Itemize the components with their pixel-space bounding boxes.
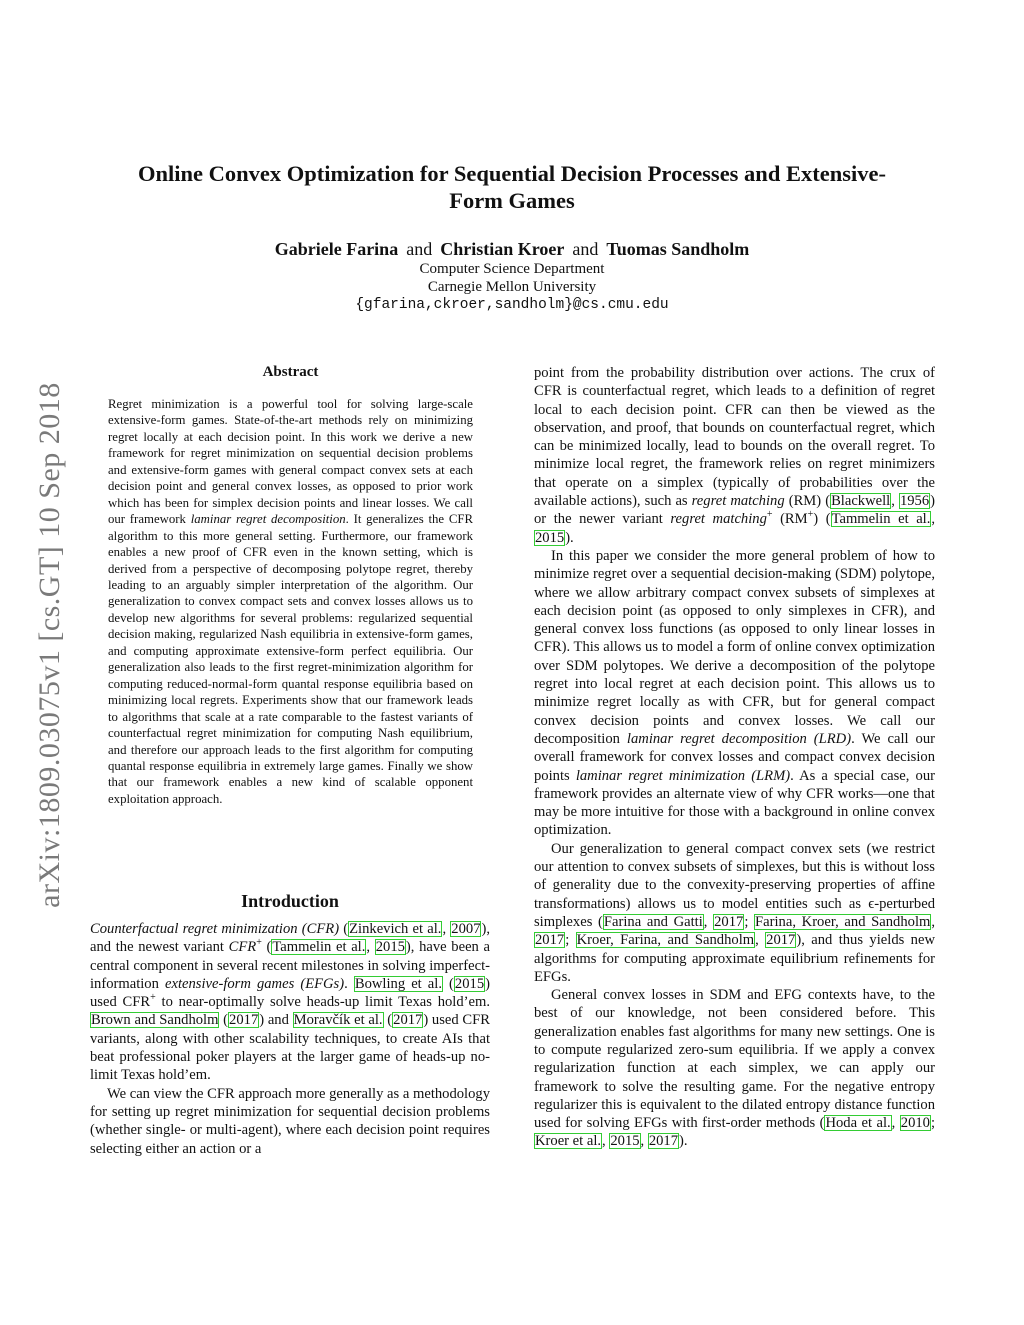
text: (RM [772, 511, 808, 528]
emphasis: Counterfactual regret minimization (CFR) [90, 921, 340, 937]
text: . We call our overall framework for convex losses and compact convex decision points [534, 730, 935, 784]
text: . As a special case, our framework provides an alternate view of why CFR works—one that may be more intuitive for those with a background in online convex optimization. [534, 767, 936, 839]
citation-link[interactable]: 2010 [900, 1115, 930, 1132]
citation-link[interactable]: Hoda et al. [825, 1115, 891, 1132]
citation-link[interactable]: 2017 [229, 1012, 259, 1029]
emphasis: extensive-form games (EFGs) [164, 975, 345, 992]
citation-link[interactable]: Tammelin et al. [831, 511, 931, 528]
citation-link[interactable]: 2017 [648, 1133, 679, 1150]
text: ) or the newer variant [534, 493, 936, 528]
author-separator: and [572, 239, 599, 259]
emphasis: regret matching [670, 511, 767, 528]
paragraph: point from the probability distribution over actions. The crux of CFR is counterfactual regret, which leads to a definition of regret local to each decision point. CFR can then be viewed as the observation, and proof, that bounds on counterfactual regret, which can be minimized locally, lead to bounds on the overall regret. To minimize local regret, the framework relies on regret minimizers that operate on a simplex (typically of probabilities over the available actions), such as regret matching (RM) (Blackwell, 1956) or the newer variant regret matching+ (RM+) (Tammelin et al., 2015). [534, 365, 936, 546]
section-heading-introduction: Introduction [241, 891, 339, 911]
emphasis: laminar regret minimization (LRM) [575, 767, 791, 784]
citation-link[interactable]: Farina, Kroer, and Sandholm [755, 913, 931, 930]
author-name: Tuomas Sandholm [606, 239, 750, 259]
text: ) and [259, 1012, 293, 1029]
paragraph: General convex losses in SDM and EFG contexts have, to the best of our knowledge, not been considered before. This generalization enables fast algorithms for many new settings. One is to compute regularized zero-sum equilibria. If we apply a convex regularization function at each simplex, we can apply our framework to solve the resulting game. For the negative entropy regularizer this is equivalent to the dilated entropy distance function used for solving EFGs with first-order methods (Hoda et al., 2010; Kroer et al., 2015, 2017). [534, 987, 936, 1150]
text: ), and the newest variant [90, 921, 490, 956]
abstract-body [108, 396, 473, 807]
author-list [120, 238, 904, 260]
arxiv-stamp[interactable]: arXiv:1809.03075v1 [cs.GT] 10 Sep 2018 [33, 382, 66, 908]
text: In this paper we consider the more general problem of how to minimize regret over a sequential decision-making (SDM) polytope, where we allow arbitrary compact convex subsets of simplexes at each decision point (as opposed to only simplexes in CFR), and general convex loss functions (as opposed to only linear losses in CFR). This allows us to model a form of online convex optimization over SDM polytopes. We derive a decomposition of the polytope regret into local regret at each decision point. This allows us to minimize regret locally as with CFR, but for general compact convex decision points and convex losses. We call our decomposition [534, 547, 935, 747]
superscript: + [256, 937, 262, 949]
university: Carnegie Mellon University [427, 279, 597, 295]
citation-link[interactable]: 2015 [535, 529, 565, 546]
text: to near-optimally solve heads-up limit Texas hold’em. [155, 994, 490, 1011]
author-name: Gabriele Farina [274, 239, 399, 259]
citation-link[interactable]: Zinkevich et al. [349, 921, 442, 937]
text: Our generalization to general compact convex sets (we restrict our attention to convex subsets of simplexes, but this is without loss of generality due to the convexity-preserving properties of affine transformations) allows us to model entities such as ϵ-perturbed simplexes ( [534, 840, 935, 930]
text: ) ( [813, 511, 831, 528]
abstract-text: Regret minimization is a powerful tool for solving large-scale extensive-form games. State-of-the-art methods rely on minimizing regret locally at each decision point. In this work we derive a new framework for regret minimization on sequential decision problems and extensive-form games with general compact convex sets at each decision point and general convex losses, as opposed to prior work which has been for simplex decision points and linear losses. We call our framework [108, 397, 473, 527]
superscript: + [807, 509, 814, 521]
citation-link[interactable]: 2017 [714, 913, 744, 930]
text: ), have been a central component in several recent milestones in solving imperfect-information [90, 939, 490, 992]
text: ). [679, 1133, 688, 1150]
citation-link[interactable]: Bowling et al. [354, 975, 442, 992]
left-column [90, 920, 490, 1158]
text: (RM) ( [784, 493, 831, 510]
citation-link[interactable]: Brown and Sandholm [91, 1012, 219, 1029]
emphasis: CFR [228, 939, 257, 956]
text: ) used CFR [90, 975, 490, 1011]
emphasis: laminar regret decomposition (LRD) [626, 730, 852, 747]
citation-link[interactable]: Farina and Gatti [603, 913, 703, 930]
citation-link[interactable]: Blackwell [831, 493, 891, 510]
citation-link[interactable]: 2017 [766, 932, 796, 949]
citation-link[interactable]: 2007 [451, 921, 481, 937]
citation-link[interactable]: 2015 [375, 939, 405, 956]
paragraph: We can view the CFR approach more generally as a methodology for setting up regret minimization for sequential decision problems (whether single- or multi-agent), where each decision point requires selecting either an action or a [90, 1085, 491, 1157]
paragraph [534, 547, 935, 840]
citation-link[interactable]: Tammelin et al. [272, 939, 366, 956]
text: point from the probability distribution over actions. The crux of CFR is counterfactual regret, which leads to a definition of regret local to each decision point. CFR can then be viewed as the observation, and proof, that bounds on counterfactual regret, which can be minimized locally, lead to bounds on the overall regret. To minimize local regret, the framework relies on regret minimizers that operate on a simplex (typically of probabilities over the available actions), such as [534, 365, 935, 510]
right-column [534, 364, 935, 1151]
paragraph: Our generalization to general compact convex sets (we restrict our attention to convex subsets of simplexes, but this is without loss of generality due to the convexity-preserving properties of affine transformations) allows us to model entities such as ϵ-perturbed simplexes (Farina and Gatti, 2017; Farina, Kroer, and Sandholm, 2017; Kroer, Farina, and Sandholm, 2017), and thus yields new algorithms for computing approximate equilibrium refinements for EFGs. [534, 840, 936, 985]
citation-link[interactable]: 2015 [610, 1133, 640, 1150]
citation-link[interactable]: 2017 [393, 1012, 423, 1029]
citation-link[interactable]: 1956 [899, 493, 930, 510]
citation-link[interactable]: Moravčík et al. [293, 1012, 383, 1029]
author-separator: and [406, 239, 433, 259]
citation-link[interactable]: 2017 [535, 932, 565, 949]
superscript: + [150, 992, 156, 1004]
citation-link[interactable]: Kroer et al. [535, 1133, 602, 1150]
abstract-text: . It generalizes the CFR algorithm to this more general setting. Furthermore, our framework enables a new proof of CFR even in the known setting, which is derived from a perspective of decomposing polytope regret, thereby leading to an arguably simpler interpretation of the algorithm. Our generalization to convex compact sets and convex losses allows us to develop new algorithms for several problems: regularized sequential decision making, regularized Nash equilibria in extensive-form games, and computing approximate extensive-form perfect equilibria. Our generalization also leads to the first regret-minimization algorithm for computing reduced-normal-form quantal response equilibria based on minimizing local regrets. Experiments show that our framework leads to algorithms that scale at a rate comparable to the fastest variants of counterfactual regret minimization for computing Nash equilibrium, and therefore our approach leads to the first algorithm for computing quantal response equilibria in extremely large games. Finally we show that our framework enables a new kind of scalable opponent exploitation approach. [108, 512, 474, 806]
abstract-emphasis: laminar regret decomposition [190, 512, 346, 527]
citation-link[interactable]: 2015 [454, 975, 485, 992]
department: Computer Science Department [419, 261, 605, 277]
author-name: Christian Kroer [440, 239, 565, 259]
paper-title: Online Convex Optimization for Sequential Decision Processes and Extensive-Form Games [138, 161, 886, 213]
abstract-heading: Abstract [262, 364, 319, 380]
text: ), and thus yields new algorithms for computing approximate equilibrium refinements for EFGs. [534, 932, 935, 985]
text: ) used CFR variants, along with other scalability techniques, to create AIs that beat professional poker players at the larger game of heads-up no-limit Texas hold’em. [90, 1012, 490, 1084]
text: General convex losses in SDM and EFG contexts have, to the best of our knowledge, not been considered before. This generalization enables fast algorithms for many new settings. One is to compute regularized zero-sum equilibria. If we apply a convex regularization function at each simplex, we can apply our framework to solve the resulting game. For the negative entropy regularizer this is equivalent to the dilated entropy distance function used for solving EFGs with first-order methods ( [534, 987, 935, 1132]
affiliation [120, 260, 904, 314]
citation-link[interactable]: Kroer, Farina, and Sandholm [576, 932, 755, 949]
superscript: + [766, 509, 773, 521]
email: {gfarina,ckroer,sandholm}@cs.cmu.edu [355, 297, 669, 313]
paragraph: Counterfactual regret minimization (CFR) (Zinkevich et al., 2007), and the newest variant CFR+ (Tammelin et al., 2015), have been a central component in several recent milestones in solving imperfect-information extensive-form games (EFGs). Bowling et al. (2015) used CFR+ to near-optimally solve heads-up limit Texas hold’em. Brown and Sandholm (2017) and Moravčík et al. (2017) used CFR variants, along with other scalability techniques, to create AIs that beat professional poker players at the larger game of heads-up no-limit Texas hold’em. [90, 921, 490, 1084]
emphasis: regret matching [691, 493, 785, 510]
text: ). [565, 529, 574, 546]
